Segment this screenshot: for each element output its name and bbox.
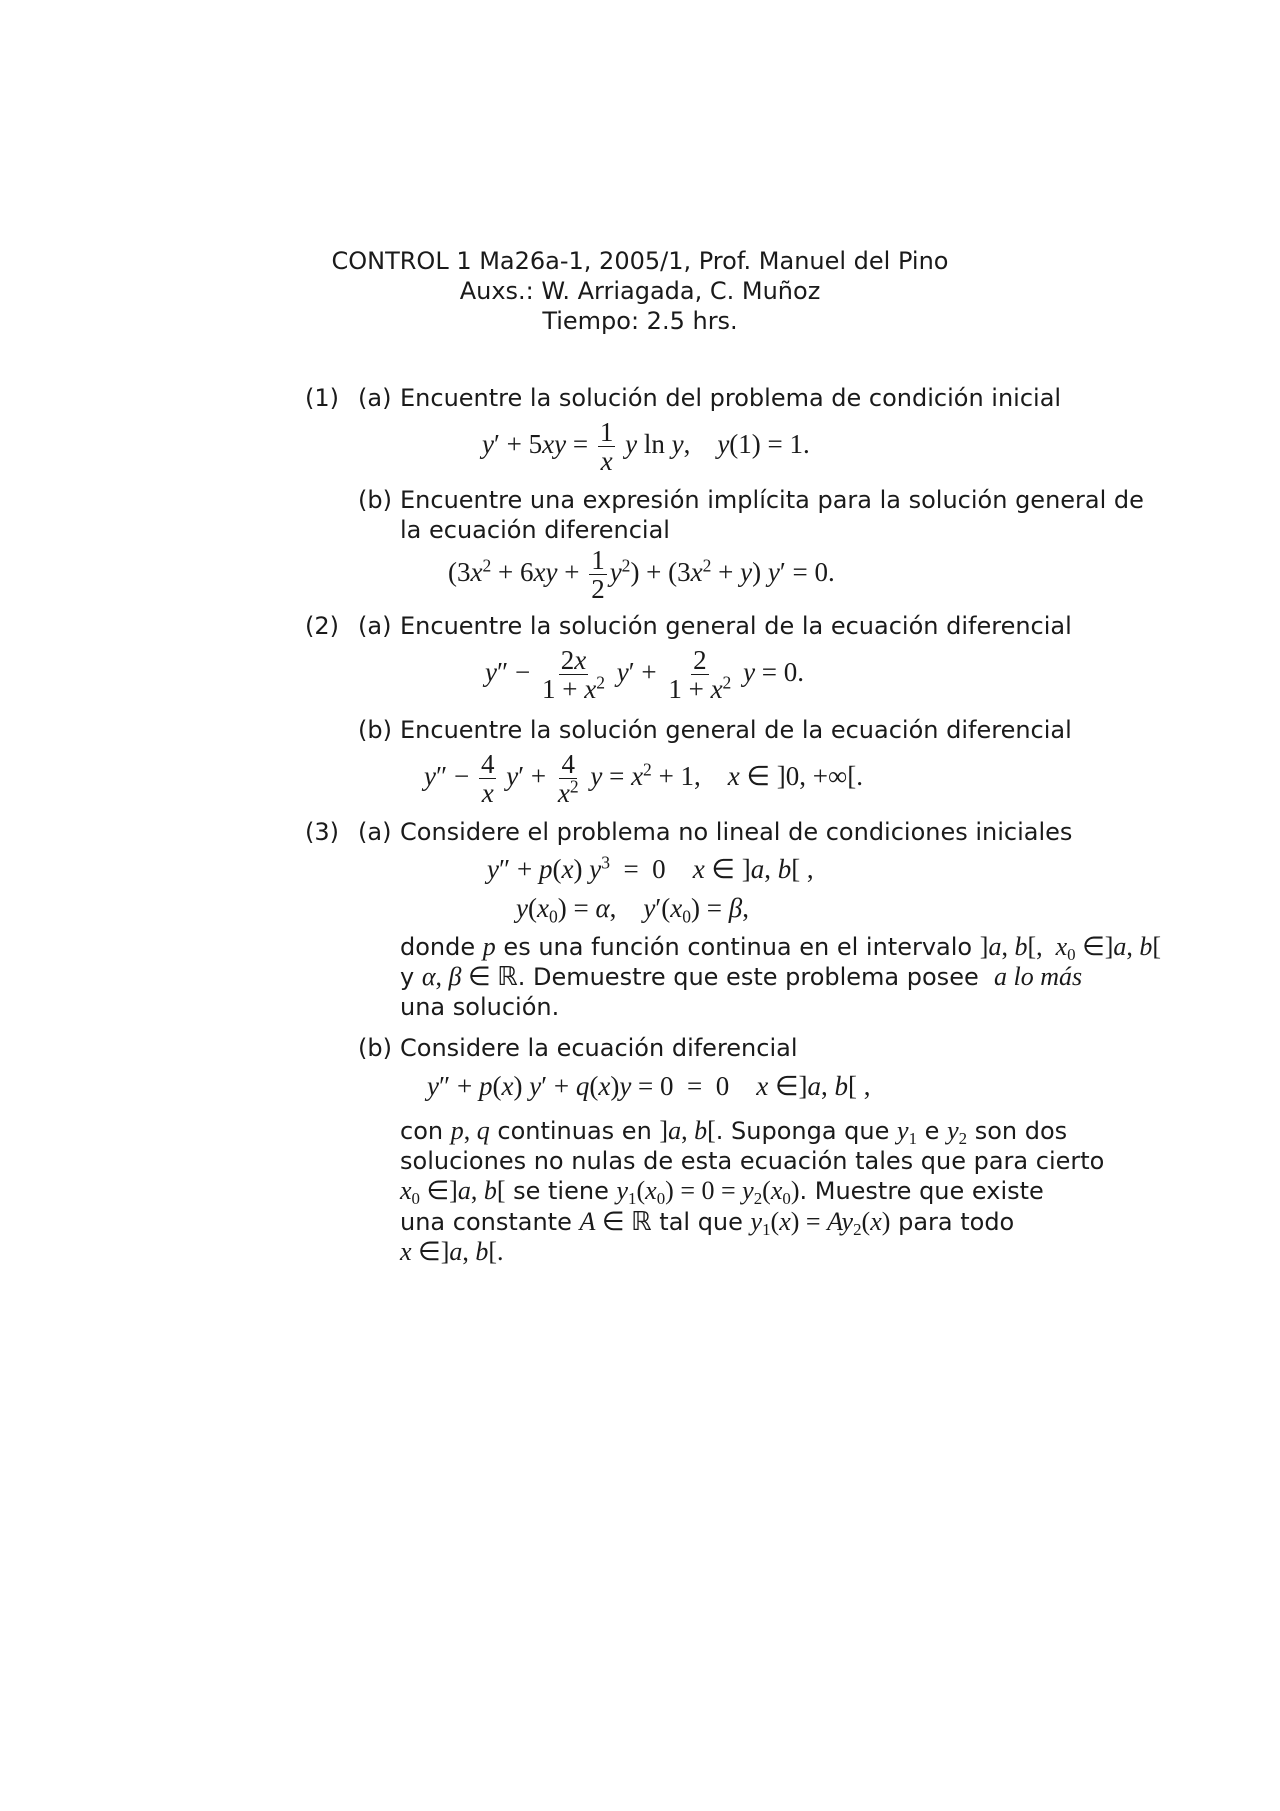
p3a-after-2: es una función continua en el intervalo <box>503 933 973 961</box>
problem-3b-label: (b) <box>358 1034 392 1062</box>
equation-1b: ($3x^2 + 6xy$ + $\frac{1}{2}$ $y^2) + (3x^2 + y)$ y′ = 0. <box>448 545 835 605</box>
p3b-after-4: e <box>924 1117 940 1145</box>
problem-3a-text: Considere el problema no lineal de condiciones iniciales <box>400 818 1073 846</box>
p3b-after-6: soluciones no nulas de esta ecuación tales que para cierto <box>400 1146 1105 1175</box>
p3b-after-7: se tiene <box>513 1177 609 1205</box>
problem-3-number: (3) <box>305 818 339 846</box>
problem-2b-label: (b) <box>358 716 392 744</box>
p3b-after-1: con <box>400 1117 444 1145</box>
problem-3a-paragraph: donde p es una función continua en el intervalo ]a, b[, $x_0$ ∈]a, b[ y α, β ∈ ℝ. Demuestre que este problema posee a lo más una solución. <box>400 932 1162 1021</box>
problem-3b-text: Considere la ecuación diferencial <box>400 1034 798 1062</box>
p3a-after-4: . Demuestre que este problema posee <box>517 963 979 991</box>
equation-2a: y″ − $\frac{2x}{1 + x^2}$ y′ + $\frac{2}{1 + x^2}$ y = 0. <box>485 645 805 705</box>
equation-3a-1: y″ + p(x) $y^3 = 0$ x ∈ ]a, b[ , <box>487 852 814 884</box>
header-title: CONTROL 1 Ma26a-1, 2005/1, Prof. Manuel del Pino <box>331 247 949 275</box>
p3b-after-2: continuas en <box>497 1117 652 1145</box>
p3b-after-3: . Suponga que <box>715 1117 890 1145</box>
problem-2b-text: Encuentre la solución general de la ecuación diferencial <box>400 716 1072 744</box>
problem-2-number: (2) <box>305 612 339 640</box>
problem-2a-text: Encuentre la solución general de la ecuación diferencial <box>400 612 1072 640</box>
problem-3b-paragraph: con p, q continuas en ]a, b[. Suponga que $y_1$ e $y_2$ son dos soluciones no nulas de esta ecuación tales que para cierto $x_0$ ∈]a, b[ se tiene $y_1(x_0) = 0 = y_2(x_0)$. Muestre que existe una constante A ∈ ℝ tal que $y_1(x) = Ay_2(x)$ para todo x ∈]a, b[. <box>400 1116 1105 1266</box>
p3a-emphasis: a lo más <box>993 962 1083 991</box>
problem-1b-text-2: la ecuación diferencial <box>400 516 670 544</box>
header <box>0 246 1280 336</box>
p3b-after-10: tal que <box>659 1207 743 1236</box>
p3b-after-11: para todo <box>898 1207 1015 1236</box>
header-assistants: Auxs.: W. Arriagada, C. Muñoz <box>459 277 821 305</box>
p3b-after-9: una constante <box>400 1207 572 1236</box>
equation-1a: y′ + 5xy = $\frac{1}{x}$ y ln y, y(1) = 1. <box>482 417 810 477</box>
equation-3b: y″ + p(x) y′ + q(x)y = 0 = 0 x ∈]a, b[ , <box>427 1071 871 1101</box>
problem-3a-label: (a) <box>358 818 392 846</box>
problem-2a-label: (a) <box>358 612 392 640</box>
problem-1b-label: (b) <box>358 486 392 514</box>
problem-1-number: (1) <box>305 384 339 412</box>
header-time: Tiempo: 2.5 hrs. <box>542 307 738 335</box>
problem-1a-label: (a) <box>358 384 392 412</box>
problem-1b-text-1: Encuentre una expresión implícita para la solución general de <box>400 486 1144 514</box>
p3b-after-5: son dos <box>974 1117 1068 1145</box>
p3a-after-5: una solución. <box>400 993 560 1021</box>
p3a-after-3: y <box>400 963 415 991</box>
p3a-after-1: donde <box>400 933 476 961</box>
equation-2b: y″ − $\frac{4}{x}$ y′ + $\frac{4}{x^2}$ $y = x^2 + 1$, x ∈ ]0, +∞[. <box>424 749 864 809</box>
p3b-after-8: . Muestre que existe <box>799 1177 1044 1205</box>
equation-3a-2: $y(x_0) = \alpha$, $y'(x_0) = \beta$, <box>516 893 749 927</box>
problem-1a-text: Encuentre la solución del problema de condición inicial <box>400 384 1062 412</box>
